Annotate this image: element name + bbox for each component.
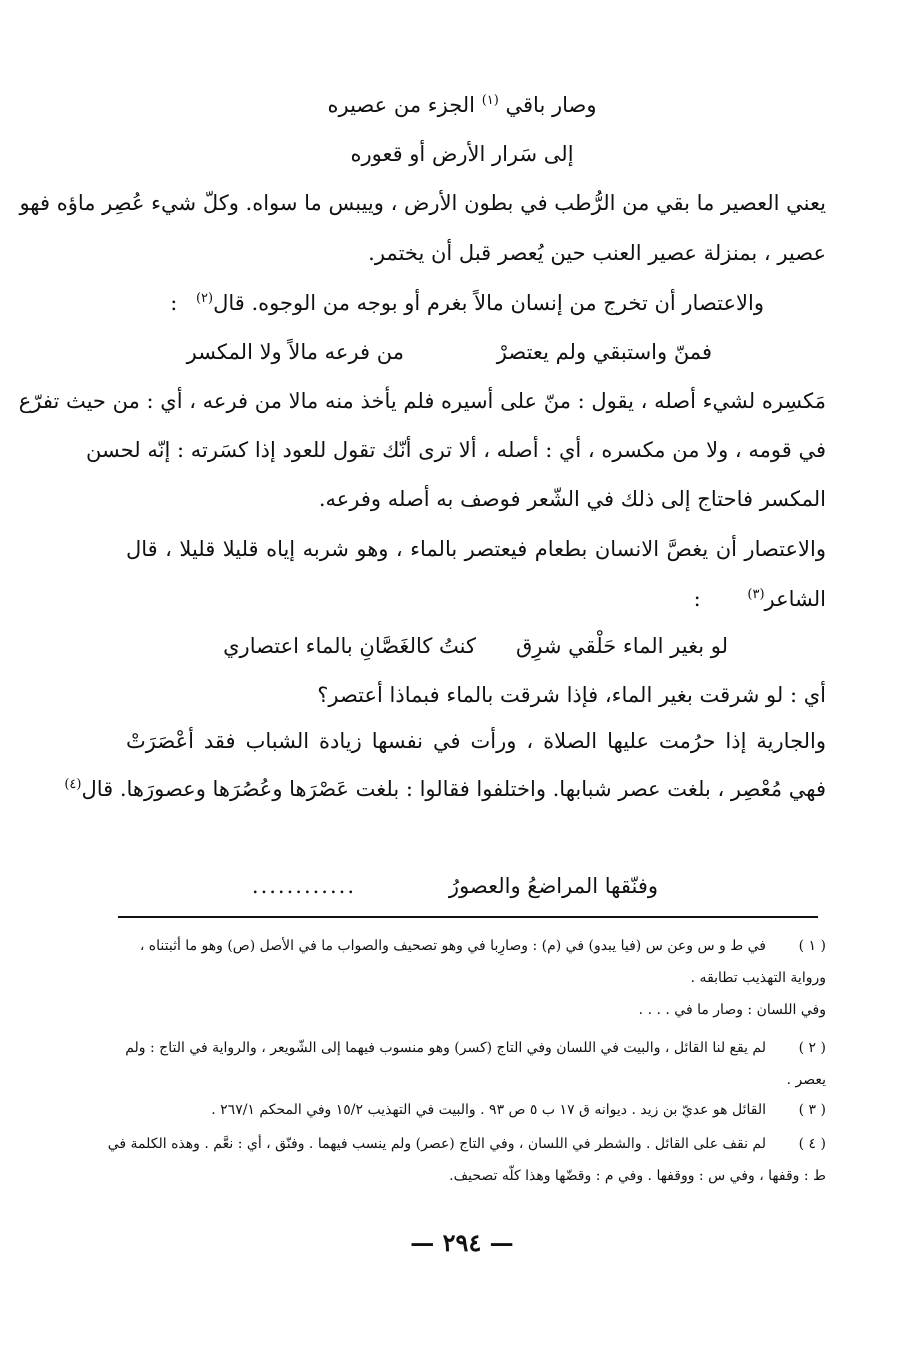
paragraph-text: الشاعر [764,587,826,611]
footnote-ref: (٤) [64,777,82,792]
paragraph-line: مَكسِره لشيء أصله ، يقول : منّ على أسيره فلم يأخذ منه مالا من فرعه ، أي : من حيث تفرّع [18,389,826,413]
footnote-number: ( ٢ ) [798,1040,826,1056]
paragraph-line: عصير ، بمنزلة عصير العنب حين يُعصر قبل أن يختمر. [368,241,826,265]
footnote-ref: (١) [481,93,499,108]
verse-text: وصار باقي [505,93,597,117]
paragraph-line [694,586,826,612]
footnote-number: ( ٤ ) [798,1136,826,1152]
footnote-separator [118,916,818,918]
footnote-text: وفي اللسان : وصار ما في . . . . [638,1002,826,1018]
paragraph-text: : [170,291,178,315]
verse-text: الجزء من عصيره [327,93,475,117]
verse-hemistich: ............ [251,874,356,898]
paragraph-text: فهي مُعْصِر ، بلغت عصر شبابها. واختلفوا فقالوا : بلغت عَصْرَها وعُصُرَها وعصورَها. قال [81,777,826,801]
paragraph-line [170,290,764,316]
footnote-number: ( ١ ) [798,938,826,954]
footnote-text: ط : وقفها ، وفي س : ووقفها . وفي م : وقضّها وهذا كلّه تصحيف. [449,1168,826,1184]
footnote-number: ( ٣ ) [798,1102,826,1118]
footnote-text: في ط و س وعن س (فيا يبدو) في (م) : وصارِبا في وهو تصحيف والصواب ما في الأصل (ص) وهو ما أثبتناه ، [139,938,766,954]
verse-line [0,92,924,118]
verse-hemistich: وفنّقها المراضعُ والعصورُ [448,874,658,898]
verse-hemistich: فمنّ واستبقي ولم يعتصرْ [496,340,712,364]
footnote-text: لم نقف على القائل . والشطر في اللسان ، وفي التاج (عصر) ولم ينسب فيهما . وفنّق ، أي : نعَّم . وهذه الكلمة في [107,1136,766,1152]
paragraph-line: المكسر فاحتاج إلى ذلك في الشّعر فوصف به أصله وفرعه. [318,487,826,511]
verse-line [0,141,924,167]
paragraph-line [64,776,826,802]
footnote-ref: (٣) [747,587,765,602]
paragraph-line: والجارية إذا حرُمت عليها الصلاة ، ورأت في نفسها زيادة الشباب فقد أعْصَرَتْ [126,729,826,753]
page-number: — ٢٩٤ — [410,1228,514,1257]
verse-text: إلى سَرار الأرض أو قعوره [350,142,574,166]
footnote-text: ورواية التهذيب تطابقه . [690,970,826,986]
footnote-text: القائل هو عديّ بن زيد . ديوانه ق ١٧ ب ٥ ص ٩٣ . والبيت في التهذيب ١٥/٢ وفي المحكم ٢٦٧/١ . [211,1102,766,1118]
paragraph-line: أي : لو شرقت بغير الماء، فإذا شرقت بالماء فبماذا أعتصر؟ [317,683,826,707]
verse-hemistich: كنتُ كالغَصَّانِ بالماء اعتصاري [223,634,476,658]
paragraph-line: في قومه ، ولا من مكسره ، أي : أصله ، ألا ترى أنّك تقول للعود إذا كسَرته : إنّه لحسن [86,438,826,462]
paragraph-text: والاعتصار أن تخرج من إنسان مالاً بغرم أو بوجه من الوجوه. قال [213,291,764,315]
footnote-ref: (٢) [195,291,214,306]
verse-hemistich: لو بغير الماء حَلْقي شرِق [515,634,728,658]
paragraph-text: : [693,587,701,611]
footnote-text: لم يقع لنا القائل ، والبيت في اللسان وفي التاج (كسر) وهو منسوب فيهما إلى الشّويعر ، والرواية في التاج : ولم [125,1040,766,1056]
paragraph-line: يعني العصير ما بقي من الرُّطب في بطون الأرض ، وييبس ما سواه. وكلّ شيء عُصِر ماؤه فهو [19,191,826,215]
paragraph-line: والاعتصار أن يغصَّ الانسان بطعام فيعتصر بالماء ، وهو شربه إياه قليلا قليلا ، قال [126,537,826,561]
footnote-text: يعصر . [786,1072,826,1088]
verse-hemistich: من فرعه مالاً ولا المكسر [186,340,404,364]
